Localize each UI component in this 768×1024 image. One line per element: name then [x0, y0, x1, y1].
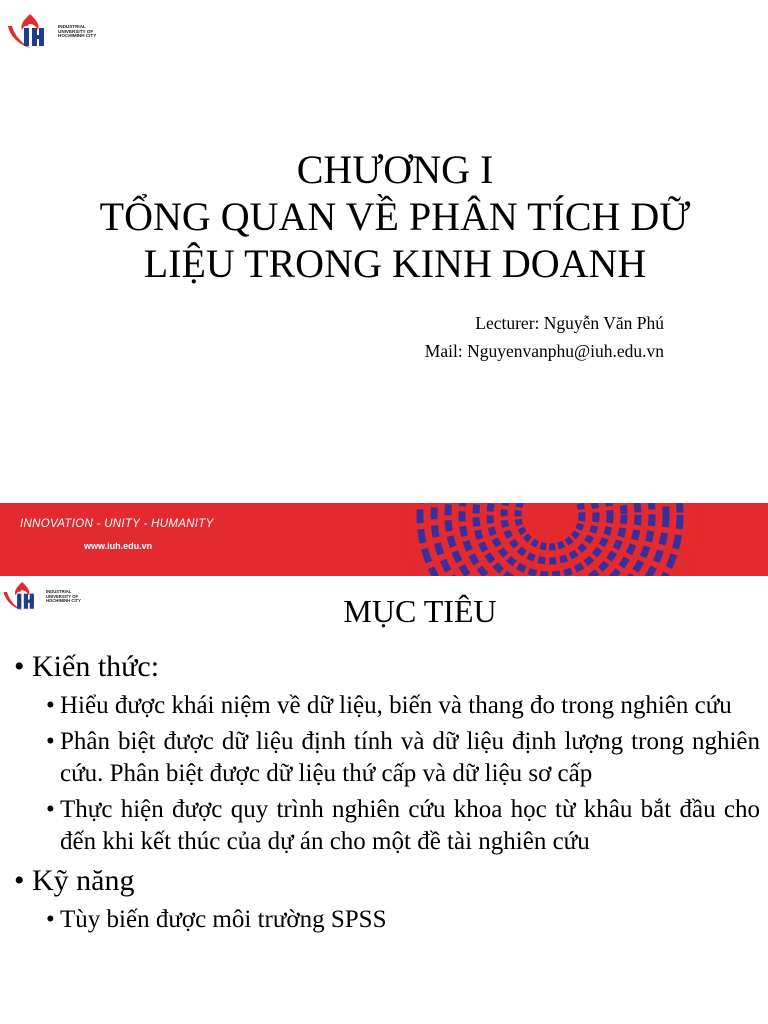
objectives-list — [14, 648, 760, 940]
bullet-icon: • — [14, 650, 25, 683]
list-item-text: Tùy biến được môi trường SPSS — [60, 906, 387, 933]
list-item-text: Thực hiện được quy trình nghiên cứu khoa học từ khâu bắt đầu cho đến khi kết thúc của dự án cho một đề tài nghiên cứu — [60, 796, 760, 855]
list-item — [46, 726, 760, 790]
title-line: TỔNG QUAN VỀ PHÂN TÍCH DỮ — [99, 194, 691, 239]
slide-title — [0, 146, 768, 287]
objectives-slide — [0, 576, 768, 1024]
bullet-icon: • — [14, 864, 25, 897]
section-heading — [14, 862, 760, 900]
logo-line: INDUSTRIAL — [58, 23, 86, 29]
title-line: CHƯƠNG I — [296, 147, 494, 192]
bullet-icon: • — [46, 692, 55, 719]
title-line: LIỆU TRONG KINH DOANH — [143, 241, 647, 286]
lecturer-name: Lecturer: Nguyễn Văn Phú — [475, 313, 664, 333]
logo-line: INDUSTRIAL — [46, 589, 72, 595]
bullet-icon: • — [46, 796, 55, 823]
logo-line: UNIVERSITY OF — [58, 28, 94, 34]
logo-line: HOCHIMINH CITY — [58, 33, 97, 39]
list-item — [46, 904, 760, 936]
list-item-text: Phân biệt được dữ liệu định tính và dữ liệu định lượng trong nghiên cứu. Phân biệt được dữ liệu thứ cấp và dữ liệu sơ cấp — [60, 728, 760, 787]
iuh-emblem-icon — [6, 12, 56, 52]
lecturer-info — [425, 309, 664, 365]
bullet-icon: • — [46, 906, 55, 933]
lecturer-mail: Mail: Nguyenvanphu@iuh.edu.vn — [424, 341, 664, 361]
bullet-icon: • — [46, 728, 55, 755]
university-logo — [6, 12, 96, 52]
list-item — [46, 794, 760, 858]
section-heading-text: Kỹ năng — [32, 864, 135, 897]
list-item-text: Hiểu được khái niệm về dữ liệu, biến và thang đo trong nghiên cứu — [60, 692, 732, 719]
section-heading-text: Kiến thức: — [32, 650, 160, 683]
banner-website: www.iuh.edu.vn — [84, 541, 153, 551]
logo-line: HOCHIMINH CITY — [46, 598, 81, 604]
footer-banner — [0, 503, 768, 576]
logo-line: UNIVERSITY OF — [46, 593, 79, 599]
slide-title: MỤC TIÊU — [343, 593, 497, 629]
spiral-pattern-icon — [400, 503, 700, 576]
banner-slogan: INNOVATION - UNITY - HUMANITY — [20, 518, 214, 530]
section-heading — [14, 648, 760, 686]
list-item — [46, 690, 760, 722]
